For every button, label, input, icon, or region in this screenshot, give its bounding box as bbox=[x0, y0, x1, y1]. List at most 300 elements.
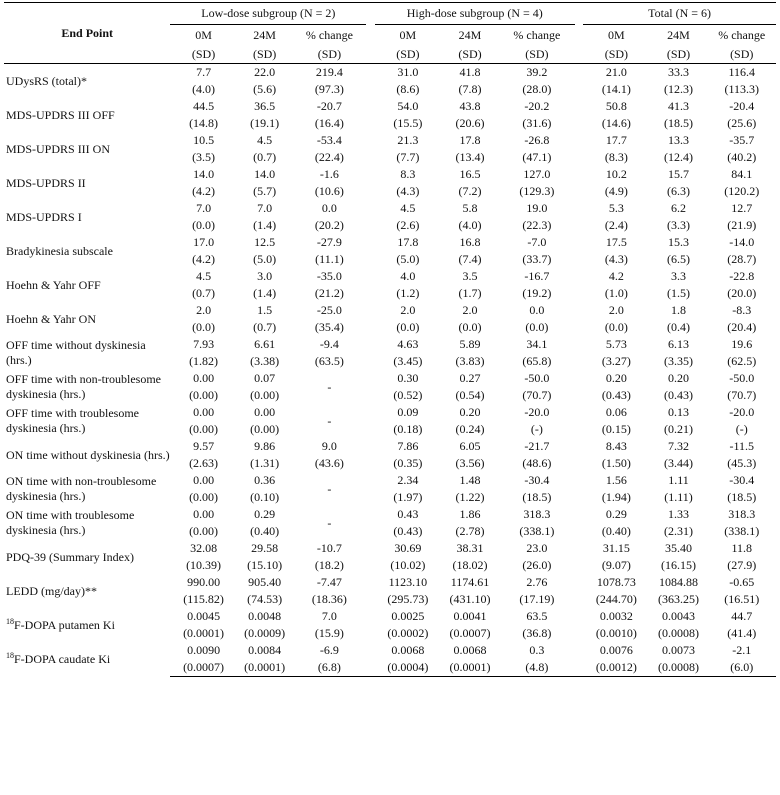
value-cell: 7.0 bbox=[257, 201, 273, 215]
value-cell: 0.0025 bbox=[391, 609, 425, 623]
value-cell: 17.0 bbox=[193, 235, 215, 249]
sd-cell: (1.7) bbox=[458, 286, 482, 300]
value-cell: 8.3 bbox=[400, 167, 416, 181]
sd-cell: (0.43) bbox=[601, 388, 631, 402]
col-header-pct-change: % change bbox=[718, 27, 766, 42]
sd-cell: (6.8) bbox=[293, 659, 367, 677]
value-cell: 13.3 bbox=[668, 133, 690, 147]
value-cell: - bbox=[327, 515, 332, 530]
value-cell: 30.69 bbox=[394, 541, 422, 555]
value-cell: 1.56 bbox=[605, 473, 627, 487]
sd-cell: (0.4) bbox=[667, 320, 691, 334]
sd-cell: (0.7) bbox=[253, 320, 277, 334]
value-cell: 0.0073 bbox=[662, 643, 696, 657]
sd-cell: (74.53) bbox=[247, 592, 283, 606]
sd-cell: (3.5) bbox=[192, 150, 216, 164]
sd-cell: (4.0) bbox=[458, 218, 482, 232]
value-cell: 6.2 bbox=[671, 201, 687, 215]
sd-cell: (21.2) bbox=[314, 286, 344, 300]
sd-cell: (0.54) bbox=[455, 388, 485, 402]
sd-cell: (20.4) bbox=[727, 320, 757, 334]
sd-cell: (3.56) bbox=[455, 456, 485, 470]
value-cell: -30.4 bbox=[729, 473, 755, 487]
sd-cell: (0.00) bbox=[189, 490, 219, 504]
value-cell: 116.4 bbox=[728, 65, 756, 79]
endpoint-label bbox=[4, 64, 170, 99]
isotope-superscript: 18 bbox=[6, 616, 14, 626]
table-row bbox=[4, 438, 776, 455]
value-cell: 4.5 bbox=[196, 269, 212, 283]
sd-cell: (1.2) bbox=[396, 286, 420, 300]
sd-cell: (1.22) bbox=[455, 490, 485, 504]
value-cell: 4.2 bbox=[608, 269, 624, 283]
sd-cell: (4.2) bbox=[192, 252, 216, 266]
sd-cell: (5.0) bbox=[396, 252, 420, 266]
value-cell: -1.6 bbox=[319, 167, 339, 181]
sd-cell: (0.0007) bbox=[449, 626, 491, 640]
value-cell: -30.4 bbox=[524, 473, 550, 487]
sd-cell: (18.5) bbox=[727, 490, 757, 504]
value-cell: 19.6 bbox=[731, 337, 753, 351]
endpoint-label bbox=[4, 200, 170, 234]
sd-cell: (0.15) bbox=[601, 422, 631, 436]
sd-cell: (1.50) bbox=[601, 456, 631, 470]
value-cell: 7.93 bbox=[193, 337, 215, 351]
sd-cell: (0.0) bbox=[192, 218, 216, 232]
value-cell: 2.0 bbox=[400, 303, 416, 317]
value-cell: 2.76 bbox=[526, 575, 548, 589]
value-cell: 219.4 bbox=[315, 65, 343, 79]
value-cell: 0.30 bbox=[397, 371, 419, 385]
sd-cell: (0.0010) bbox=[595, 626, 637, 640]
sd-cell: (0.0001) bbox=[237, 659, 293, 677]
value-cell: 1.5 bbox=[257, 303, 273, 317]
sd-cell: (18.2) bbox=[314, 558, 344, 572]
value-cell: 17.8 bbox=[397, 235, 419, 249]
value-cell: 2.0 bbox=[196, 303, 212, 317]
table-row bbox=[4, 506, 776, 523]
sd-cell: (2.63) bbox=[189, 456, 219, 470]
sd-cell: (363.25) bbox=[658, 592, 700, 606]
value-cell: -7.0 bbox=[527, 235, 547, 249]
endpoint-label-text: PDQ-39 (Summary Index) bbox=[6, 549, 134, 564]
value-cell: 905.40 bbox=[248, 575, 282, 589]
value-cell: 0.00 bbox=[254, 405, 276, 419]
sd-cell: (8.3) bbox=[604, 150, 628, 164]
sd-cell: (0.18) bbox=[393, 422, 423, 436]
endpoint-label-text: Hoehn & Yahr OFF bbox=[6, 277, 101, 292]
sd-cell: (1.5) bbox=[667, 286, 691, 300]
sd-cell: (0.0007) bbox=[170, 659, 236, 677]
endpoint-header: End Point bbox=[61, 25, 114, 40]
group-header-total: Total (N = 6) bbox=[583, 3, 776, 25]
value-cell: 0.20 bbox=[605, 371, 627, 385]
table-row bbox=[4, 200, 776, 217]
endpoint-label bbox=[4, 132, 170, 166]
value-cell: 7.0 bbox=[196, 201, 212, 215]
endpoint-label-text: ON time with troublesome dyskinesia (hrs.) bbox=[6, 508, 135, 537]
sd-cell: (3.3) bbox=[667, 218, 691, 232]
endpoint-label bbox=[4, 506, 170, 540]
value-cell: -35.0 bbox=[316, 269, 342, 283]
value-cell: 10.5 bbox=[193, 133, 215, 147]
sd-cell: (33.7) bbox=[522, 252, 552, 266]
col-header-sd: (SD) bbox=[604, 46, 629, 61]
sd-cell: (19.2) bbox=[522, 286, 552, 300]
sd-cell: (13.4) bbox=[455, 150, 485, 164]
value-cell: 10.2 bbox=[605, 167, 627, 181]
value-cell: 0.29 bbox=[605, 507, 627, 521]
sd-cell: (0.7) bbox=[192, 286, 216, 300]
sd-cell: (3.45) bbox=[393, 354, 423, 368]
value-cell: 318.3 bbox=[728, 507, 756, 521]
sd-cell: (7.7) bbox=[396, 150, 420, 164]
sd-cell: (6.3) bbox=[667, 184, 691, 198]
sd-cell: (26.0) bbox=[522, 558, 552, 572]
sd-cell: (19.1) bbox=[250, 116, 280, 130]
sd-cell: (0.0) bbox=[604, 320, 628, 334]
value-cell: 0.13 bbox=[668, 405, 690, 419]
value-cell: 7.86 bbox=[397, 439, 419, 453]
sd-cell: (0.0) bbox=[192, 320, 216, 334]
col-header-sd: (SD) bbox=[525, 46, 549, 61]
value-cell: -50.0 bbox=[524, 371, 550, 385]
sd-cell: (4.0) bbox=[192, 82, 216, 96]
sd-cell: (1.94) bbox=[601, 490, 631, 504]
sd-cell: (7.4) bbox=[458, 252, 482, 266]
sd-cell: (0.43) bbox=[664, 388, 694, 402]
value-cell: -20.2 bbox=[524, 99, 550, 113]
value-cell: 14.0 bbox=[193, 167, 215, 181]
sd-cell: (14.8) bbox=[189, 116, 219, 130]
value-cell: 16.5 bbox=[459, 167, 481, 181]
table-row bbox=[4, 64, 776, 82]
endpoint-table bbox=[4, 2, 776, 677]
value-cell: 1.86 bbox=[459, 507, 481, 521]
value-cell: 0.00 bbox=[193, 507, 215, 521]
sd-cell: (70.7) bbox=[522, 388, 552, 402]
table-row bbox=[4, 472, 776, 489]
value-cell: 5.3 bbox=[608, 201, 624, 215]
sd-cell: (20.0) bbox=[727, 286, 757, 300]
table-row bbox=[4, 302, 776, 319]
col-header-pct-change: % change bbox=[513, 27, 561, 42]
value-cell: 21.3 bbox=[397, 133, 419, 147]
sd-cell: (0.0) bbox=[396, 320, 420, 334]
value-cell: - bbox=[327, 481, 332, 496]
endpoint-label bbox=[4, 166, 170, 200]
table-row bbox=[4, 234, 776, 251]
sd-cell: (3.44) bbox=[664, 456, 694, 470]
sd-cell: (20.2) bbox=[314, 218, 344, 232]
endpoint-label bbox=[4, 302, 170, 336]
sd-cell: (129.3) bbox=[519, 184, 555, 198]
sd-cell: (36.8) bbox=[522, 626, 552, 640]
table-row bbox=[4, 370, 776, 387]
value-cell: 33.3 bbox=[668, 65, 690, 79]
value-cell: 15.3 bbox=[668, 235, 690, 249]
sd-cell: (0.0004) bbox=[375, 659, 441, 677]
sd-cell: (15.10) bbox=[247, 558, 283, 572]
isotope-superscript: 18 bbox=[6, 650, 14, 660]
value-cell: -22.8 bbox=[729, 269, 755, 283]
table-row bbox=[4, 166, 776, 183]
sd-cell: (12.3) bbox=[664, 82, 694, 96]
endpoint-label bbox=[4, 404, 170, 438]
value-cell: -11.5 bbox=[729, 439, 755, 453]
table-row bbox=[4, 574, 776, 591]
sd-cell: (0.0001) bbox=[183, 626, 225, 640]
value-cell: 1.33 bbox=[668, 507, 690, 521]
sd-cell: (40.2) bbox=[727, 150, 757, 164]
value-cell: 1.8 bbox=[671, 303, 687, 317]
sd-cell: (45.3) bbox=[727, 456, 757, 470]
col-header-sd: (SD) bbox=[666, 46, 691, 61]
value-cell: 34.1 bbox=[526, 337, 548, 351]
value-cell: 50.8 bbox=[605, 99, 627, 113]
endpoint-label-text: LEDD (mg/day)** bbox=[6, 583, 97, 598]
sd-cell: (10.02) bbox=[390, 558, 426, 572]
sd-cell: (0.35) bbox=[393, 456, 423, 470]
endpoint-label-text: MDS-UPDRS III ON bbox=[6, 141, 111, 156]
sd-cell: (7.8) bbox=[458, 82, 482, 96]
value-cell: 12.5 bbox=[254, 235, 276, 249]
col-header-0m: 0M bbox=[608, 27, 625, 42]
value-cell: 0.09 bbox=[397, 405, 419, 419]
value-cell: 0.0068 bbox=[391, 643, 425, 657]
sd-cell: (0.0) bbox=[525, 320, 549, 334]
value-cell: 0.0041 bbox=[453, 609, 487, 623]
endpoint-label bbox=[4, 234, 170, 268]
value-cell: -25.0 bbox=[316, 303, 342, 317]
value-cell: - bbox=[327, 379, 332, 394]
sd-cell: (7.2) bbox=[458, 184, 482, 198]
sd-cell: (-) bbox=[735, 422, 748, 436]
value-cell: 44.5 bbox=[193, 99, 215, 113]
value-cell: 17.7 bbox=[605, 133, 627, 147]
value-cell: 16.8 bbox=[459, 235, 481, 249]
sd-cell: (4.3) bbox=[604, 252, 628, 266]
endpoint-label-text: MDS-UPDRS III OFF bbox=[6, 107, 115, 122]
value-cell: 4.0 bbox=[400, 269, 416, 283]
sd-cell: (2.6) bbox=[396, 218, 420, 232]
endpoint-label bbox=[4, 540, 170, 574]
value-cell: 41.8 bbox=[459, 65, 481, 79]
endpoint-label bbox=[4, 370, 170, 404]
value-cell: 31.0 bbox=[397, 65, 419, 79]
sd-cell: (18.5) bbox=[664, 116, 694, 130]
col-header-sd: (SD) bbox=[317, 46, 342, 61]
value-cell: 35.40 bbox=[665, 541, 693, 555]
col-header-sd: (SD) bbox=[396, 46, 420, 61]
group-header-low-dose: Low-dose subgroup (N = 2) bbox=[170, 3, 366, 25]
value-cell: 84.1 bbox=[731, 167, 753, 181]
sd-cell: (5.0) bbox=[253, 252, 277, 266]
sd-cell: (244.70) bbox=[595, 592, 637, 606]
value-cell: 7.0 bbox=[321, 609, 337, 623]
value-cell: 31.15 bbox=[602, 541, 630, 555]
col-header-sd: (SD) bbox=[252, 46, 277, 61]
sd-cell: (15.5) bbox=[393, 116, 423, 130]
value-cell: 2.0 bbox=[462, 303, 478, 317]
value-cell: 990.00 bbox=[187, 575, 221, 589]
value-cell: 0.0043 bbox=[662, 609, 696, 623]
value-cell: 0.00 bbox=[193, 405, 215, 419]
sd-cell: (0.0) bbox=[458, 320, 482, 334]
value-cell: -26.8 bbox=[524, 133, 550, 147]
sd-cell: (22.4) bbox=[314, 150, 344, 164]
sd-cell: (0.52) bbox=[393, 388, 423, 402]
value-cell: 0.0 bbox=[321, 201, 337, 215]
endpoint-label-text: UDysRS (total)* bbox=[6, 73, 87, 88]
sd-cell: (4.2) bbox=[192, 184, 216, 198]
value-cell: 7.32 bbox=[668, 439, 690, 453]
table-row bbox=[4, 268, 776, 285]
endpoint-label bbox=[4, 608, 170, 642]
sd-cell: (0.0012) bbox=[583, 659, 649, 677]
sd-cell: (0.00) bbox=[189, 388, 219, 402]
sd-cell: (35.4) bbox=[314, 320, 344, 334]
sd-cell: (1.97) bbox=[393, 490, 423, 504]
value-cell: -0.65 bbox=[729, 575, 755, 589]
value-cell: 0.43 bbox=[397, 507, 419, 521]
sd-cell: (10.39) bbox=[186, 558, 222, 572]
value-cell: 0.3 bbox=[529, 643, 545, 657]
value-cell: 54.0 bbox=[397, 99, 419, 113]
value-cell: 6.61 bbox=[254, 337, 276, 351]
sd-cell: (0.0008) bbox=[650, 659, 708, 677]
sd-cell: (0.0001) bbox=[441, 659, 499, 677]
sd-cell: (97.3) bbox=[314, 82, 344, 96]
sd-cell: (18.02) bbox=[452, 558, 488, 572]
value-cell: -14.0 bbox=[729, 235, 755, 249]
value-cell: 0.0076 bbox=[599, 643, 633, 657]
value-cell: 4.5 bbox=[257, 133, 273, 147]
sd-cell: (10.6) bbox=[314, 184, 344, 198]
sd-cell: (22.3) bbox=[522, 218, 552, 232]
value-cell: 63.5 bbox=[526, 609, 548, 623]
value-cell: 0.36 bbox=[254, 473, 276, 487]
value-cell: 0.20 bbox=[459, 405, 481, 419]
sd-cell: (1.0) bbox=[604, 286, 628, 300]
sd-cell: (41.4) bbox=[727, 626, 757, 640]
sd-cell: (431.10) bbox=[449, 592, 491, 606]
value-cell: 8.43 bbox=[605, 439, 627, 453]
value-cell: 0.0 bbox=[529, 303, 545, 317]
sd-cell: (31.6) bbox=[522, 116, 552, 130]
value-cell: 6.13 bbox=[668, 337, 690, 351]
sd-cell: (14.1) bbox=[601, 82, 631, 96]
sd-cell: (20.6) bbox=[455, 116, 485, 130]
value-cell: -50.0 bbox=[729, 371, 755, 385]
value-cell: 1123.10 bbox=[388, 575, 428, 589]
table-row bbox=[4, 132, 776, 149]
value-cell: -27.9 bbox=[316, 235, 342, 249]
table-body bbox=[4, 64, 776, 677]
value-cell: 7.7 bbox=[196, 65, 212, 79]
table-row bbox=[4, 98, 776, 115]
table-row bbox=[4, 642, 776, 659]
value-cell: 0.00 bbox=[193, 473, 215, 487]
value-cell: -2.1 bbox=[732, 643, 752, 657]
value-cell: - bbox=[327, 413, 332, 428]
sd-cell: (0.40) bbox=[250, 524, 280, 538]
sd-cell: (1.4) bbox=[253, 218, 277, 232]
table-row bbox=[4, 404, 776, 421]
value-cell: 39.2 bbox=[526, 65, 548, 79]
value-cell: 41.3 bbox=[668, 99, 690, 113]
value-cell: 6.05 bbox=[459, 439, 481, 453]
sd-cell: (0.00) bbox=[250, 422, 280, 436]
value-cell: 23.0 bbox=[526, 541, 548, 555]
value-cell: 0.0090 bbox=[187, 643, 221, 657]
value-cell: 3.3 bbox=[671, 269, 687, 283]
value-cell: -16.7 bbox=[524, 269, 550, 283]
sd-cell: (4.8) bbox=[499, 659, 575, 677]
sd-cell: (65.8) bbox=[522, 354, 552, 368]
value-cell: 22.0 bbox=[254, 65, 276, 79]
sd-cell: (12.4) bbox=[664, 150, 694, 164]
sd-cell: (11.1) bbox=[315, 252, 344, 266]
sd-cell: (18.36) bbox=[311, 592, 347, 606]
value-cell: 1174.61 bbox=[450, 575, 490, 589]
sd-cell: (6.0) bbox=[707, 659, 776, 677]
sd-cell: (0.00) bbox=[250, 388, 280, 402]
endpoint-label-text: ON time without dyskinesia (hrs.) bbox=[6, 447, 170, 462]
col-header-24m: 24M bbox=[253, 27, 276, 42]
col-header-24m: 24M bbox=[667, 27, 690, 42]
value-cell: 15.7 bbox=[668, 167, 690, 181]
sd-cell: (0.00) bbox=[189, 422, 219, 436]
value-cell: 4.63 bbox=[397, 337, 419, 351]
value-cell: -9.4 bbox=[319, 337, 339, 351]
sd-cell: (2.4) bbox=[604, 218, 628, 232]
value-cell: 0.27 bbox=[459, 371, 481, 385]
value-cell: -10.7 bbox=[316, 541, 342, 555]
value-cell: 11.8 bbox=[731, 541, 753, 555]
endpoint-label-text: ON time with non-troublesome dyskinesia (hrs.) bbox=[6, 474, 157, 503]
endpoint-label bbox=[4, 642, 170, 677]
sd-cell: (0.0002) bbox=[387, 626, 429, 640]
col-header-0m: 0M bbox=[399, 27, 417, 42]
sd-cell: (3.27) bbox=[601, 354, 631, 368]
endpoint-label-text: Hoehn & Yahr ON bbox=[6, 311, 96, 326]
sd-cell: (2.31) bbox=[664, 524, 694, 538]
sd-cell: (1.31) bbox=[250, 456, 280, 470]
endpoint-label bbox=[4, 336, 170, 370]
endpoint-label-text: F-DOPA caudate Ki bbox=[14, 651, 111, 666]
group-header-high-dose: High-dose subgroup (N = 4) bbox=[375, 3, 575, 25]
value-cell: -20.0 bbox=[524, 405, 550, 419]
sd-cell: (338.1) bbox=[519, 524, 555, 538]
sd-cell: (3.38) bbox=[250, 354, 280, 368]
value-cell: 17.8 bbox=[459, 133, 481, 147]
value-cell: 17.5 bbox=[605, 235, 627, 249]
value-cell: 1078.73 bbox=[596, 575, 636, 589]
sd-cell: (18.5) bbox=[522, 490, 552, 504]
value-cell: 2.34 bbox=[397, 473, 419, 487]
value-cell: 1.11 bbox=[668, 473, 689, 487]
value-cell: 21.0 bbox=[605, 65, 627, 79]
sd-cell: (120.2) bbox=[724, 184, 760, 198]
value-cell: 32.08 bbox=[190, 541, 218, 555]
sd-cell: (15.9) bbox=[314, 626, 344, 640]
endpoint-label-text: F-DOPA putamen Ki bbox=[14, 617, 115, 632]
sd-cell: (3.35) bbox=[664, 354, 694, 368]
value-cell: 127.0 bbox=[523, 167, 551, 181]
value-cell: 0.0045 bbox=[187, 609, 221, 623]
value-cell: 3.0 bbox=[257, 269, 273, 283]
